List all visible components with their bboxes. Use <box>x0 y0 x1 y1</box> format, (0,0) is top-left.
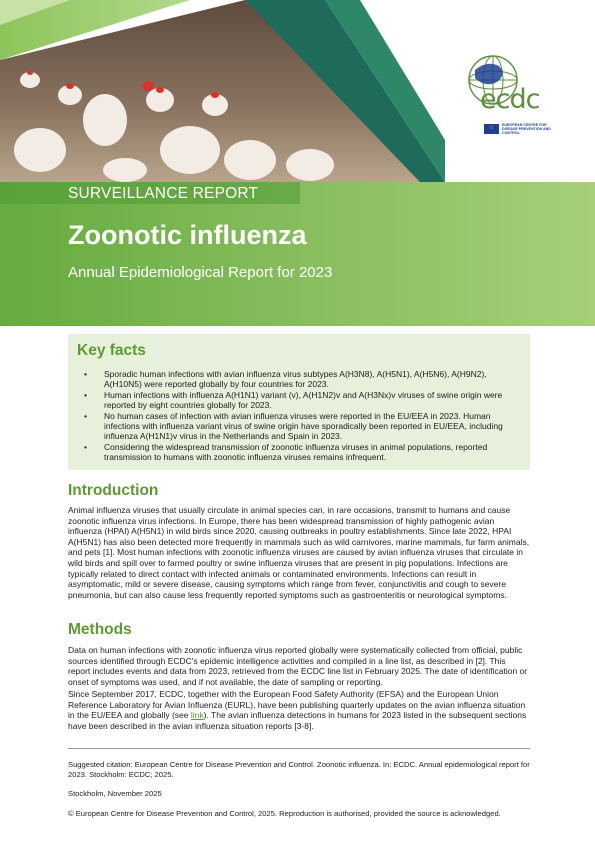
methods-text-after-link: ). The avian influenza detections in humans for 2023 listed in the subsequent sections have been described in the avian influenza situation reports [3-8]. <box>68 710 527 731</box>
list-item <box>77 411 520 442</box>
methods-heading: Methods <box>68 621 132 638</box>
avian-influenza-link[interactable]: link <box>190 710 204 721</box>
page-subtitle: Annual Epidemiological Report for 2023 <box>68 264 333 281</box>
copyright-notice: © European Centre for Disease Prevention and Control, 2025. Reproduction is authorised, provided the source is acknowledged. <box>68 809 501 818</box>
bullet: • <box>84 389 87 400</box>
eu-flag-stars: ☆ <box>488 125 495 131</box>
methods-paragraph-1: Data on human infections with zoonotic influenza virus reported globally were systematically collected from official, public sources identified through ECDC's epidemic intelligence activities and compiled in a line list, as described in [2]. This report includes events and data from 2023, retrieved from the ECDC line list in February 2025. The date of identification or onset of symptoms was used, and if not available, the date of sampling or reporting. <box>68 645 528 687</box>
bullet: • <box>84 369 87 379</box>
key-fact-text: Considering the widespread transmission of zoonotic influenza viruses in animal populations, reported transmission to humans with zoonotic influenza viruses remains infrequent. <box>104 441 488 463</box>
ecdc-logo <box>462 56 562 141</box>
place-date: Stockholm, November 2025 <box>68 789 162 798</box>
methods-text-before-link: Since September 2017, ECDC, together with the European Food Safety Authority (EFSA) and the European Union Reference Laboratory for Avian Influenza (EURL), have been publishing quarterly updates on the avian influenza situation in the EU/EEA and globally (see <box>68 689 526 721</box>
introduction-heading: Introduction <box>68 482 159 499</box>
key-facts-heading: Key facts <box>77 342 146 359</box>
key-facts-list <box>77 369 520 462</box>
key-fact-text: No human cases of infection with avian influenza viruses were reported in the EU/EEA in 2023. Human infections with influenza variant virus of swine origin have sporadically been reported in EU/EEA, including influenza A(H1N1)v virus in the Netherlands and Spain in 2023. <box>104 410 503 442</box>
key-facts-box <box>68 334 530 470</box>
key-fact-text: Sporadic human infections with avian influenza virus subtypes A(H3N8), A(H5N1), A(H5N6), A(H9N2), A(H10N5) were reported globally by four countries for 2023. <box>104 369 487 390</box>
introduction-text: Animal influenza viruses that usually circulate in animal species can, in rare occasions, transmit to humans and cause zoonotic influenza virus infections. In Europe, there has been widespread transmission of highly pathogenic avian influenza (HPAI) A(H5N1) in wild birds since 2020, causing outbreaks in poultry establishments. Since late 2022, HPAI A(H5N1) has also been detected more frequently in mammals such as wild carnivores, marine mammals, fur farm animals, and pets [1]. Most human infections with zoonotic influenza viruses are caused by avian influenza viruses that circulate in wild birds and spill over to farmed poultry or swine influenza viruses that are present in pig populations. Infections are typically related to direct contact with infected animals or contaminated environments. Infections can result in asymptomatic, mild or severe disease, causing symptoms which range from fever, conjunctivitis and cough to severe pneumonia, but can also cause less frequently reported symptoms such as gastroenteritis or neurological symptoms. <box>68 505 530 600</box>
ecdc-logo-text: ecdc <box>480 84 540 115</box>
bullet: • <box>84 441 87 452</box>
list-item <box>77 390 520 410</box>
report-type: SURVEILLANCE REPORT <box>68 185 259 202</box>
list-item <box>77 442 520 462</box>
suggested-citation: Suggested citation: European Centre for Disease Prevention and Control. Zoonotic influenza. In: ECDC. Annual epidemiological report for 2023. Stockholm: ECDC; 2025. <box>68 760 530 779</box>
bullet: • <box>84 410 87 421</box>
key-fact-text: Human infections with influenza A(H1N1) variant (v), A(H1N2)v and A(H3Nx)v viruses of swine origin were reported by eight countries globally for 2023. <box>104 389 503 411</box>
footer-divider <box>68 748 530 749</box>
list-item <box>77 369 520 389</box>
methods-paragraph-2 <box>68 689 530 731</box>
report-header <box>0 0 595 326</box>
page-title: Zoonotic influenza <box>68 220 307 250</box>
ecdc-logo-org: EUROPEAN CENTRE FOR DISEASE PREVENTION AND CONTROL <box>502 123 551 135</box>
